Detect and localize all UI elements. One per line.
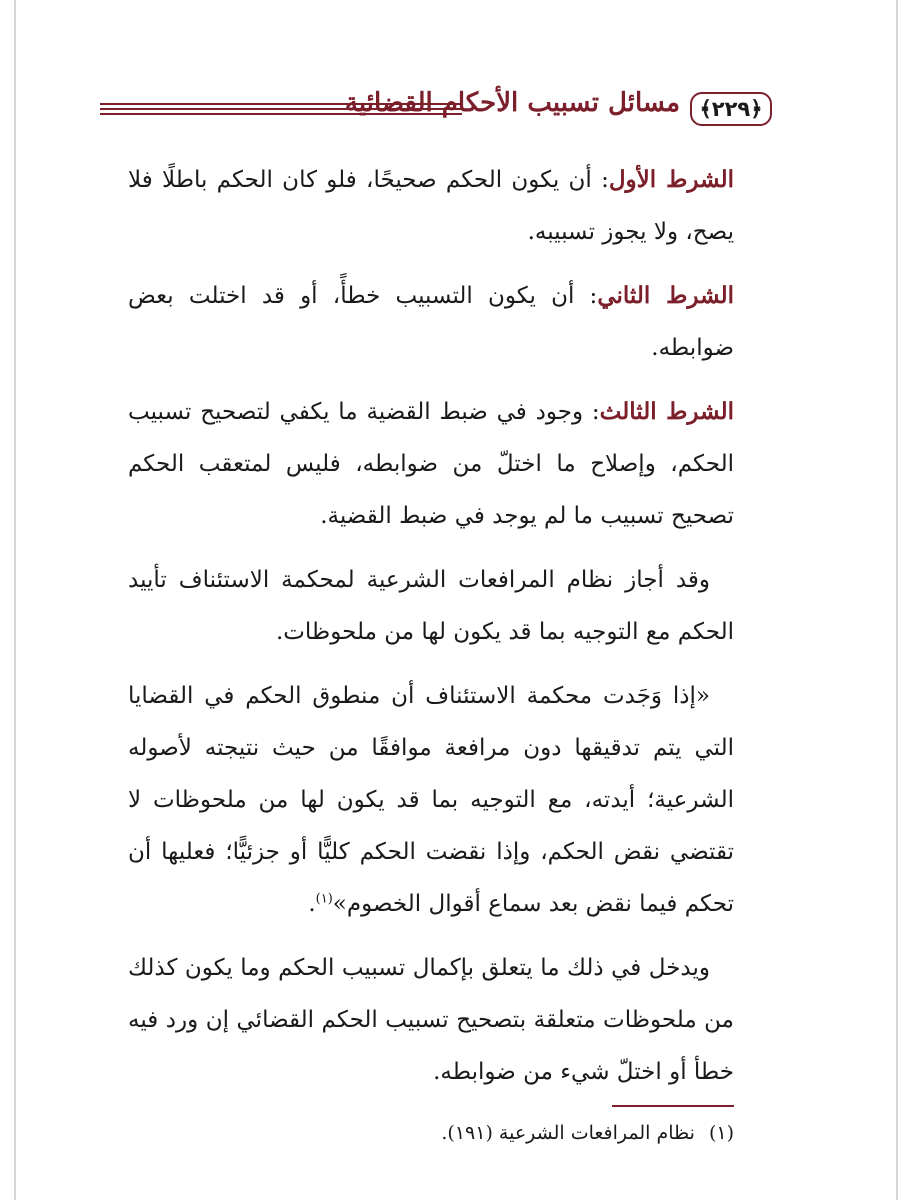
paragraph-text: وقد أجاز نظام المرافعات الشرعية لمحكمة الاستئناف تأييد الحكم مع التوجيه بما قد يكون لها من ملحوظات. [128, 567, 734, 645]
footnote-separator [612, 1105, 734, 1107]
running-title: مسائل تسبيب الأحكام القضائية [344, 88, 680, 118]
paragraph-appeal-note [128, 554, 734, 658]
running-header [100, 86, 772, 132]
condition-term: الشرط الأول [608, 166, 734, 193]
paragraph-quotation [128, 670, 734, 930]
page-frame-left [14, 0, 16, 1200]
paragraph-text: : أن يكون التسبيب خطأً، أو قد اختلت بعض ضوابطه. [128, 283, 734, 361]
paragraph-text: : وجود في ضبط القضية ما يكفي لتصحيح تسبيب الحكم، وإصلاح ما اختلّ من ضوابطه، فليس لمتعقب الحكم تصحيح تسبيب ما لم يوجد في ضبط القضية. [128, 399, 734, 529]
quotation-text: «إذا وَجَدت محكمة الاستئناف أن منطوق الحكم في القضايا التي يتم تدقيقها دون مرافعة موافقًا من حيث نتيجته لأصوله الشرعية؛ أيدته، مع التوجيه بما قد يكون لها من ملحوظات لا تقتضي نقض الحكم، وإذا نقضت الحكم كليًّا أو جزئيًّا؛ فعليها أن تحكم فيما نقض بعد سماع أقوال الخصوم» [128, 683, 734, 917]
paragraph-text: : أن يكون الحكم صحيحًا، فلو كان الحكم باطلًا فلا يصح، ولا يجوز تسبيبه. [128, 167, 734, 245]
paragraph-condition-3 [128, 386, 734, 542]
page-frame-right [896, 0, 898, 1200]
footnote-mark: (١) [708, 1122, 734, 1144]
paragraph-closing [128, 942, 734, 1098]
condition-term: الشرط الثاني [597, 282, 735, 309]
page-number: ﴿٢٢٩﴾ [690, 92, 772, 126]
footnote-text: نظام المرافعات الشرعية (١٩١). [441, 1122, 695, 1144]
paragraph-condition-2 [128, 270, 734, 374]
body-text [128, 154, 734, 1110]
footnote [174, 1118, 734, 1148]
paragraph-text: ويدخل في ذلك ما يتعلق بإكمال تسبيب الحكم وما يكون كذلك من ملحوظات متعلقة بتصحيح تسبيب الحكم القضائي إن ورد فيه خطأ أو اختلّ شيء من ضوابطه. [128, 955, 734, 1085]
footnote-reference[interactable]: (١) [315, 891, 333, 907]
paragraph-condition-1 [128, 154, 734, 258]
condition-term: الشرط الثالث [599, 398, 734, 425]
quotation-tail: . [308, 891, 316, 917]
